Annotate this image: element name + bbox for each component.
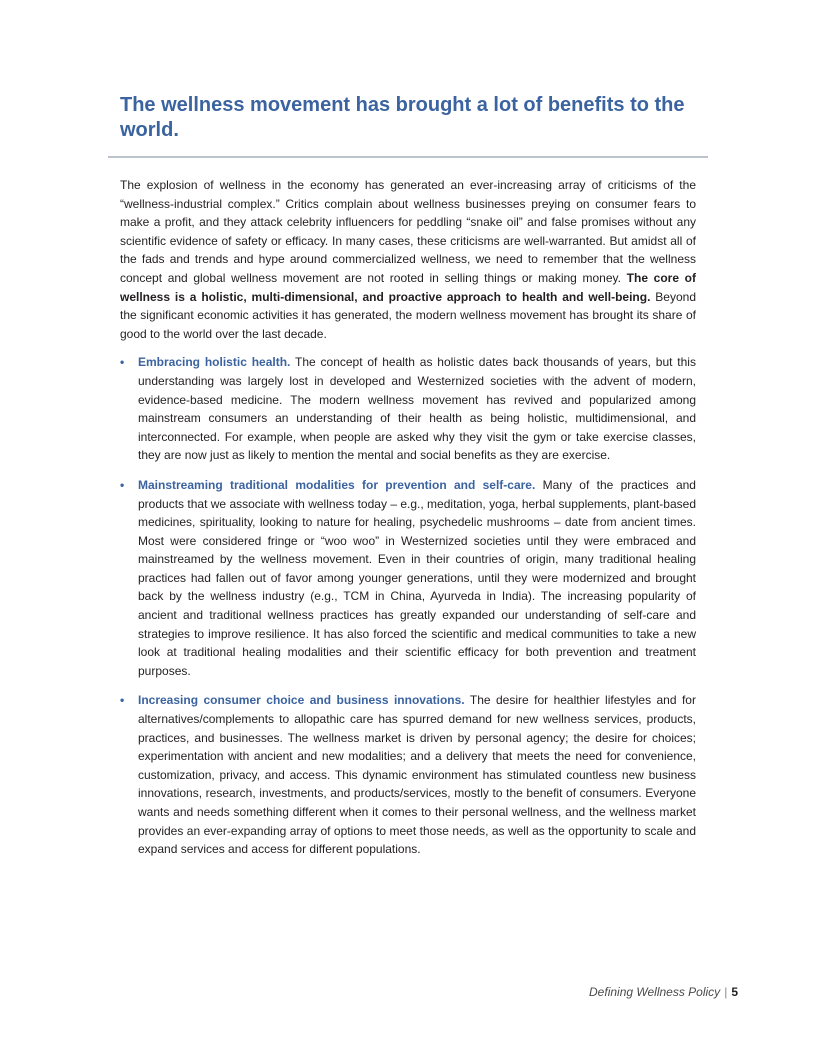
benefit-text: Many of the practices and products that we associate with wellness today – e.g., meditation, yoga, herbal supplements, plant-based medicines, spirituality, looking to nature for healing, psychedelic mushrooms – date from ancient times. Most were considered fringe or “woo woo” in Westernized societies until they were embraced and mainstreamed by the wellness movement. Even in their countries of origin, many traditional healing practices had fallen out of favor among younger generations, until they were modernized and brought back by the wellness industry (e.g., TCM in China, Ayurveda in India). The increasing popularity of ancient and traditional wellness practices has greatly expanded our understanding of self-care and strategies to improve resilience. It has also forced the scientific and medical communities to take a new look at traditional healing modalities and their scientific efficacy for both prevention and treatment purposes. <box>138 477 696 678</box>
footer-separator: | <box>724 985 728 999</box>
footer-document-title: Defining Wellness Policy <box>589 985 721 999</box>
bullet-marker: • <box>120 477 125 492</box>
intro-text-b: Beyond the significant economic activities it has generated, the modern wellness movement has brought its share of good to the world over the last decade. <box>120 289 696 341</box>
intro-paragraph <box>120 176 696 343</box>
page-heading: The wellness movement has brought a lot of benefits to the world. <box>120 94 685 141</box>
benefit-text: The desire for healthier lifestyles and for alternatives/complements to allopathic care has spurred demand for new wellness services, products, practices, and businesses. The wellness market is driven by personal agency; the desire for choices; experimentation with ancient and new modalities; and a delivery that meets the need for convenience, customization, privacy, and access. This dynamic environment has stimulated countless new business innovations, research, investments, and products/services, mostly to the benefit of consumers. Everyone wants and needs something different when it comes to their personal wellness, and the wellness market provides an ever-expanding array of options to meet those needs, as well as the opportunity to scale and expand services and access for different populations. <box>138 693 696 857</box>
bullet-marker: • <box>120 355 125 370</box>
intro-text-a: The explosion of wellness in the economy has generated an ever-increasing array of criticisms of the “wellness-industrial complex.” Critics complain about wellness businesses preying on consumer fears to make a profit, and they attack celebrity influencers for peddling “snake oil” and false promises without any scientific evidence of safety or efficacy. In many cases, these criticisms are well-warranted. But amidst all of the fads and trends and hype around commercialized wellness, we need to remember that the wellness concept and global wellness movement are not rooted in selling things or making money. <box>120 178 696 285</box>
body-content <box>120 176 696 870</box>
benefit-lead: Embracing holistic health. <box>138 355 291 370</box>
benefit-item-consumer-choice <box>120 691 696 858</box>
benefit-lead: Mainstreaming traditional modalities for prevention and self-care. <box>138 477 536 492</box>
benefits-list <box>120 353 696 858</box>
benefit-lead: Increasing consumer choice and business innovations. <box>138 693 465 708</box>
benefit-item-traditional-modalities <box>120 476 696 681</box>
heading-divider <box>108 156 708 158</box>
page-number: 5 <box>731 985 738 999</box>
benefit-text: The concept of health as holistic dates back thousands of years, but this understanding was largely lost in developed and Westernized societies with the advent of modern, evidence-based medicine. The modern wellness movement has revived and popularized among mainstream consumers an understanding of their health as being holistic, multidimensional, and interconnected. For example, when people are asked why they visit the gym or take exercise classes, they are now just as likely to mention the mental and social benefits as they are exercise. <box>138 355 696 463</box>
intro-bold-statement: The core of wellness is a holistic, multi-dimensional, and proactive approach to health and well-being. <box>120 270 696 304</box>
bullet-marker: • <box>120 693 125 708</box>
page-footer <box>589 985 738 999</box>
benefit-item-holistic-health <box>120 353 696 465</box>
